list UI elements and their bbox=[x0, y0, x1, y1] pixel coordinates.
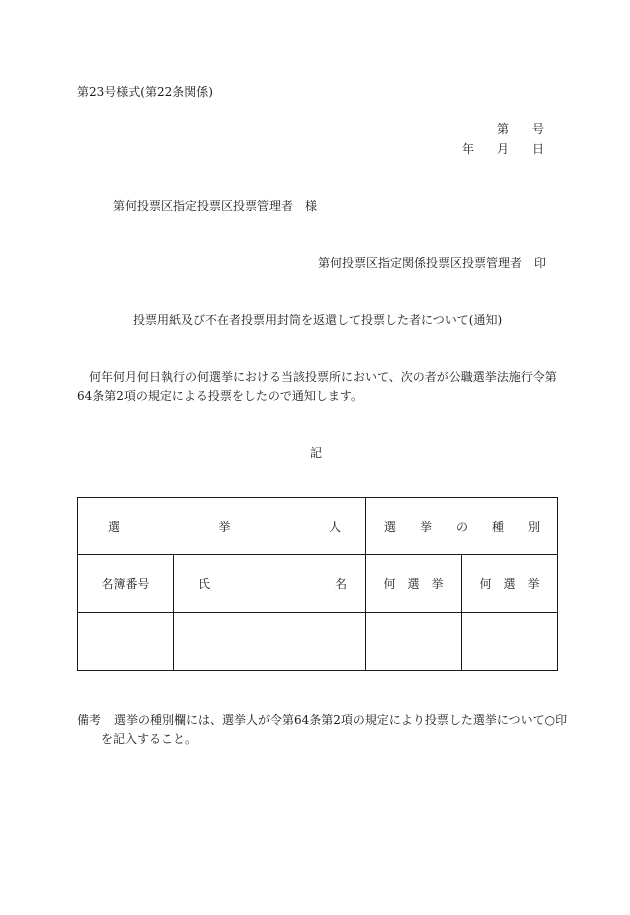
table-subheader-row bbox=[78, 555, 558, 613]
sender: 第何投票区指定関係投票区投票管理者 印 bbox=[318, 256, 547, 270]
header-voter-char: 人 bbox=[329, 519, 342, 534]
header-type-char: 選 bbox=[384, 519, 397, 534]
col-register-number: 名簿番号 bbox=[78, 555, 174, 613]
body-line-2: 64条第2項の規定による投票をしたので通知します。 bbox=[77, 389, 363, 403]
remarks-line-2: を記入すること。 bbox=[101, 732, 198, 746]
remarks-label: 備考 bbox=[77, 713, 102, 727]
table-row bbox=[78, 613, 558, 671]
table-cell-register bbox=[78, 613, 174, 671]
table-header-row bbox=[78, 498, 558, 555]
header-type-char: 別 bbox=[528, 519, 541, 534]
table-cell-election-2 bbox=[462, 613, 558, 671]
col-name bbox=[174, 555, 366, 613]
ki-heading: 記 bbox=[310, 446, 323, 460]
table-cell-election-1 bbox=[366, 613, 462, 671]
header-election-type bbox=[366, 498, 558, 555]
col-election-1: 何 選 挙 bbox=[366, 555, 462, 613]
header-type-char: 挙 bbox=[420, 519, 433, 534]
table-cell-name bbox=[174, 613, 366, 671]
doc-number-go: 号 bbox=[532, 122, 545, 136]
col-name-char: 氏 bbox=[198, 577, 211, 591]
date-month: 月 bbox=[497, 142, 510, 156]
header-voter-char: 選 bbox=[108, 519, 121, 534]
date-day: 日 bbox=[532, 142, 545, 156]
col-name-char: 名 bbox=[335, 577, 348, 591]
addressee: 第何投票区指定投票区投票管理者 様 bbox=[113, 199, 318, 213]
header-type-char: 種 bbox=[492, 519, 505, 534]
form-number: 第23号様式(第22条関係) bbox=[77, 85, 213, 99]
header-voter-char: 挙 bbox=[218, 519, 231, 534]
header-voter bbox=[78, 498, 366, 555]
col-election-2: 何 選 挙 bbox=[462, 555, 558, 613]
date-year: 年 bbox=[462, 142, 475, 156]
header-type-char: の bbox=[456, 519, 469, 534]
doc-number-dai: 第 bbox=[497, 122, 510, 136]
voter-table bbox=[77, 497, 558, 671]
remarks-line-1: 選挙の種別欄には、選挙人が令第64条第2項の規定により投票した選挙について○印 bbox=[114, 713, 568, 727]
document-title: 投票用紙及び不在者投票用封筒を返還して投票した者について(通知) bbox=[133, 313, 503, 327]
body-line-1: 何年何月何日執行の何選挙における当該投票所において、次の者が公職選挙法施行令第 bbox=[89, 370, 557, 384]
